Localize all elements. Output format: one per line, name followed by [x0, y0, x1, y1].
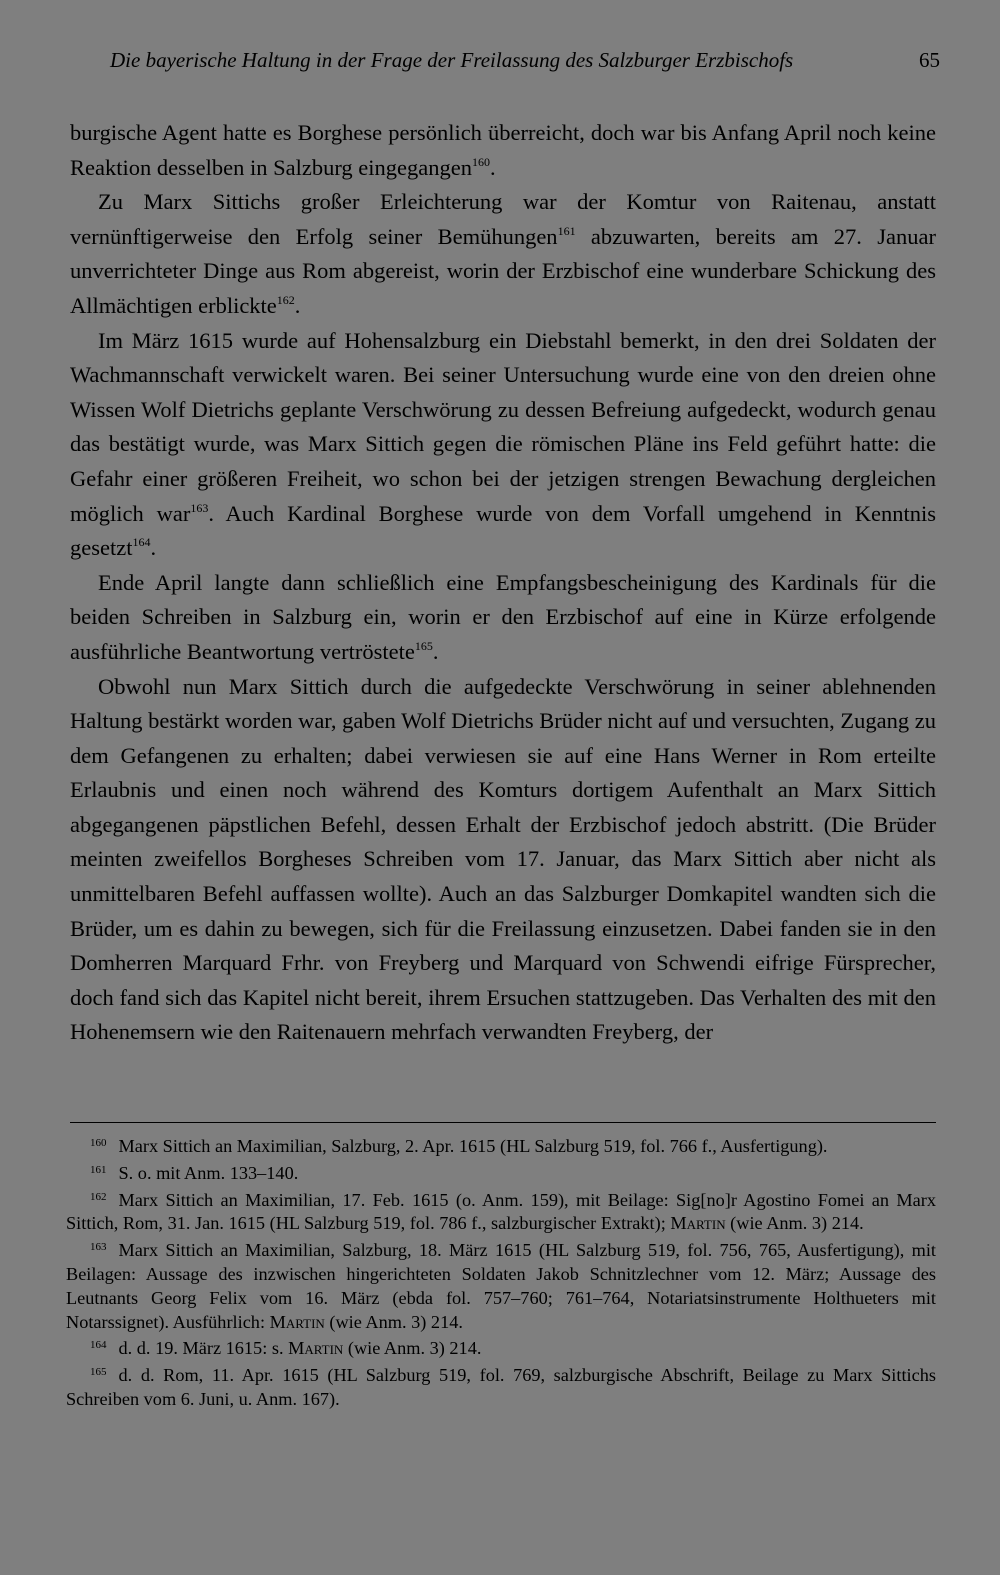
paragraph-5 — [70, 670, 936, 1051]
footnote-text: (wie Anm. 3) 214. — [343, 1338, 482, 1359]
footnote-ref[interactable]: 164 — [132, 535, 151, 550]
footnote-text: Marx Sittich an Maximilian, 17. Feb. 1615 (o. Anm. 159), mit Beilage: Sig[no]r Agostino Fomei an Marx Sittich, Rom, 31. Jan. 1615 (HL Salzburg 519, fol. 786 f., salzburgischer Extrakt); — [66, 1189, 936, 1234]
footnotes — [66, 1132, 936, 1412]
footnote-161 — [66, 1159, 936, 1186]
footnote-ref[interactable]: 162 — [276, 292, 295, 307]
footnote-number: 164 — [90, 1339, 107, 1352]
footnote-text: d. d. Rom, 11. Apr. 1615 (HL Salzburg 519, fol. 769, salzburgische Abschrift, Beilage zu Marx Sittichs Schreiben vom 6. Juni, u. Anm. 167). — [66, 1365, 936, 1409]
footnote-163 — [66, 1236, 936, 1334]
punctuation: . — [489, 154, 496, 180]
punctuation: . — [432, 638, 439, 664]
author-name: Martin — [288, 1338, 344, 1359]
footnote-number: 165 — [90, 1366, 107, 1379]
paragraph-text: Zu Marx Sittichs großer Erleichterung war der Komtur von Raitenau, anstatt vernünftigerweise den Erfolg seiner Bemühungen — [70, 189, 936, 249]
footnote-number: 162 — [90, 1190, 107, 1203]
footnote-number: 160 — [90, 1137, 107, 1149]
punctuation: . — [150, 535, 157, 561]
footnote-number: 161 — [90, 1163, 107, 1176]
paragraph-text: Ende April langte dann schließlich eine Empfangsbescheinigung des Kardinals für die beiden Schreiben in Salzburg ein, worin er den Erzbischof auf eine in Kürze erfolgende ausführliche Beantwortung vertröstete — [70, 569, 936, 664]
footnote-ref[interactable]: 160 — [471, 154, 490, 169]
footnote-ref[interactable]: 163 — [190, 500, 209, 515]
paragraph-1 — [70, 116, 936, 185]
footnote-text: d. d. 19. März 1615: s. — [118, 1338, 289, 1359]
paragraph-text: Obwohl nun Marx Sittich durch die aufgedeckte Verschwörung in seiner ablehnenden Haltung bestärkt worden war, gaben Wolf Dietrichs Brüder nicht auf und versuchten, Zugang zu dem Gefangenen zu erhalten; dabei verwiesen sie auf eine Hans Werner in Rom erteilte Erlaubnis und einen noch während des Komturs dortigem Aufenthalt an Marx Sittich abgegangenen päpstlichen Befehl, dessen Erhalt der Erzbischof jedoch abstritt. (Die Brüder meinten zweifellos Borgheses Schreiben vom 17. Januar, das Marx Sittich aber nicht als unmittelbaren Befehl auffassen wollte). Auch an das Salzburger Domkapitel wandten sich die Brüder, um es dahin zu bewegen, sich für die Freilassung einzusetzen. Dabei fanden sie in den Domherren Marquard Frhr. von Freyberg und Marquard von Schwendi eifrige Fürsprecher, doch fand sich das Kapitel nicht bereit, ihrem Ersuchen stattzugeben. Das Verhalten des mit den Hohenemsern wie den Raitenauern mehrfach verwandten Freyberg, der — [70, 673, 936, 1045]
footnote-text: S. o. mit Anm. 133–140. — [118, 1162, 299, 1183]
footnote-ref[interactable]: 161 — [557, 223, 576, 238]
footnote-number: 163 — [90, 1241, 107, 1254]
running-head — [110, 48, 940, 73]
footnote-text: (wie Anm. 3) 214. — [725, 1213, 864, 1234]
paragraph-text: . Auch Kardinal Borghese wurde von dem Vorfall umgehend in Kenntnis gesetzt — [70, 500, 936, 561]
footnote-text: Marx Sittich an Maximilian, Salzburg, 2. Apr. 1615 (HL Salzburg 519, fol. 766 f., Ausfertigung). — [118, 1136, 828, 1156]
footnote-162 — [66, 1186, 936, 1237]
author-name: Martin — [269, 1311, 325, 1332]
paragraph-text: burgische Agent hatte es Borghese persönlich überreicht, doch war bis Anfang April noch keine Reaktion desselben in Salzburg eingegangen — [70, 120, 936, 180]
page-number: 65 — [919, 48, 940, 72]
paragraph-text: abzuwarten, bereits am 27. Januar unverrichteter Dinge aus Rom abgereist, worin der Erzbischof eine wunderbare Schickung des Allmächtigen erblickte — [70, 223, 936, 318]
footnote-text: Marx Sittich an Maximilian, Salzburg, 18. März 1615 (HL Salzburg 519, fol. 756, 765, Ausfertigung), mit Beilagen: Aussage des inzwischen hingerichteten Soldaten Jakob Schnitzlechner vom 12. März; Aussage des Leutnants Georg Felix vom 16. März (ebda fol. 757–760; 761–764, Notariatsinstrumente Holthueters mit Notarssignet). Ausführlich: — [66, 1240, 936, 1332]
footnote-160 — [66, 1132, 936, 1159]
footnote-164 — [66, 1334, 936, 1361]
footnote-text: (wie Anm. 3) 214. — [324, 1311, 463, 1332]
footnote-divider — [70, 1122, 936, 1123]
paragraph-text: Im März 1615 wurde auf Hohensalzburg ein Diebstahl bemerkt, in den drei Soldaten der Wachmannschaft verwickelt waren. Bei seiner Untersuchung wurde eine von den dreien ohne Wissen Wolf Dietrichs geplante Verschwörung zu dessen Befreiung aufgedeckt, wodurch genau das bestätigt wurde, was Marx Sittich gegen die römischen Pläne ins Feld geführt hatte: die Gefahr einer größeren Freiheit, wo schon bei der jetzigen strengen Bewachung dergleichen möglich war — [70, 327, 936, 526]
paragraph-2 — [70, 185, 936, 323]
running-title: Die bayerische Haltung in der Frage der Freilassung des Salzburger Erzbischofs — [110, 48, 794, 72]
paragraph-4 — [70, 566, 936, 670]
punctuation: . — [294, 292, 301, 318]
paragraph-3 — [70, 324, 936, 566]
footnote-ref[interactable]: 165 — [414, 638, 433, 653]
main-text — [70, 116, 936, 1050]
footnote-165 — [66, 1361, 936, 1412]
author-name: Martin — [670, 1213, 726, 1234]
